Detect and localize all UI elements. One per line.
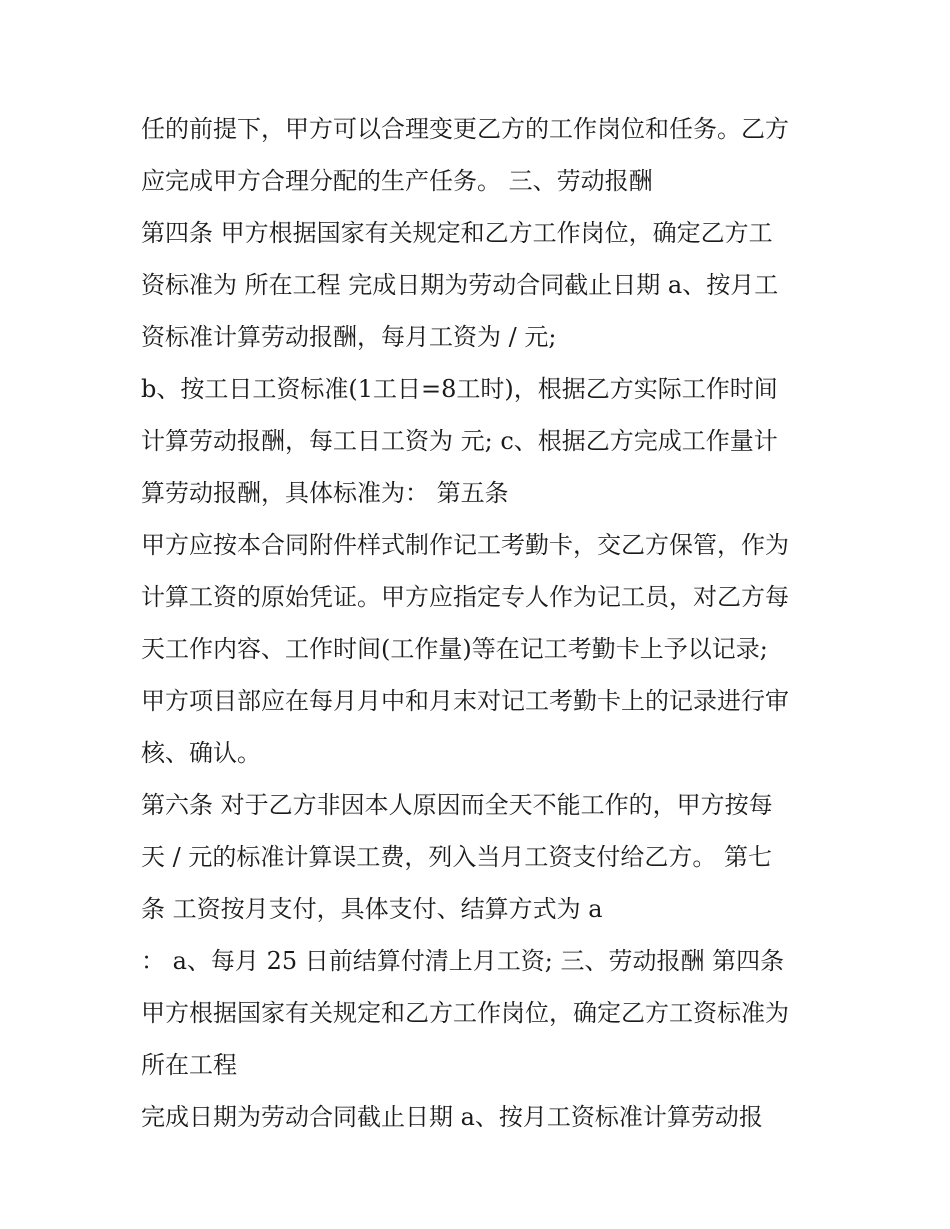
- text-line: 核、确认。: [141, 739, 261, 767]
- text-line: b、按工日工资标准(1工日=8工时)，根据乙方实际工作时间: [141, 375, 778, 403]
- text-line: 天工作内容、工作时间(工作量)等在记工考勤卡上予以记录;: [141, 635, 768, 663]
- text-line: 完成日期为劳动合同截止日期 a、按月工资标准计算劳动报: [141, 1103, 763, 1131]
- text-line: 条 工资按月支付，具体支付、结算方式为 a: [141, 895, 603, 923]
- text-line: 计算工资的原始凭证。甲方应指定专人作为记工员，对乙方每: [141, 583, 789, 611]
- text-line: 第四条 甲方根据国家有关规定和乙方工作岗位，确定乙方工: [141, 219, 773, 247]
- text-line: 甲方应按本合同附件样式制作记工考勤卡，交乙方保管，作为: [141, 531, 789, 559]
- text-line: 应完成甲方合理分配的生产任务。 三、劳动报酬: [141, 167, 653, 195]
- text-line: 甲方根据国家有关规定和乙方工作岗位，确定乙方工资标准为: [141, 999, 789, 1027]
- text-line: 甲方项目部应在每月月中和月末对记工考勤卡上的记录进行审: [141, 687, 789, 715]
- text-line: 所在工程: [141, 1051, 237, 1079]
- text-line: 天 / 元的标准计算误工费，列入当月工资支付给乙方。 第七: [141, 843, 772, 871]
- text-line: 算劳动报酬，具体标准为： 第五条: [141, 479, 509, 507]
- text-line: 资标准计算劳动报酬，每月工资为 / 元;: [141, 323, 557, 351]
- text-line: 资标准为 所在工程 完成日期为劳动合同截止日期 a、按月工: [141, 271, 779, 299]
- text-line: 第六条 对于乙方非因本人原因而全天不能工作的，甲方按每: [141, 791, 773, 819]
- document-body: [141, 103, 821, 1143]
- text-line: 任的前提下，甲方可以合理变更乙方的工作岗位和任务。乙方: [141, 115, 789, 143]
- text-line: ： a、每月 25 日前结算付清上月工资; 三、劳动报酬 第四条: [141, 947, 785, 975]
- text-line: 计算劳动报酬，每工日工资为 元; c、根据乙方完成工作量计: [141, 427, 778, 455]
